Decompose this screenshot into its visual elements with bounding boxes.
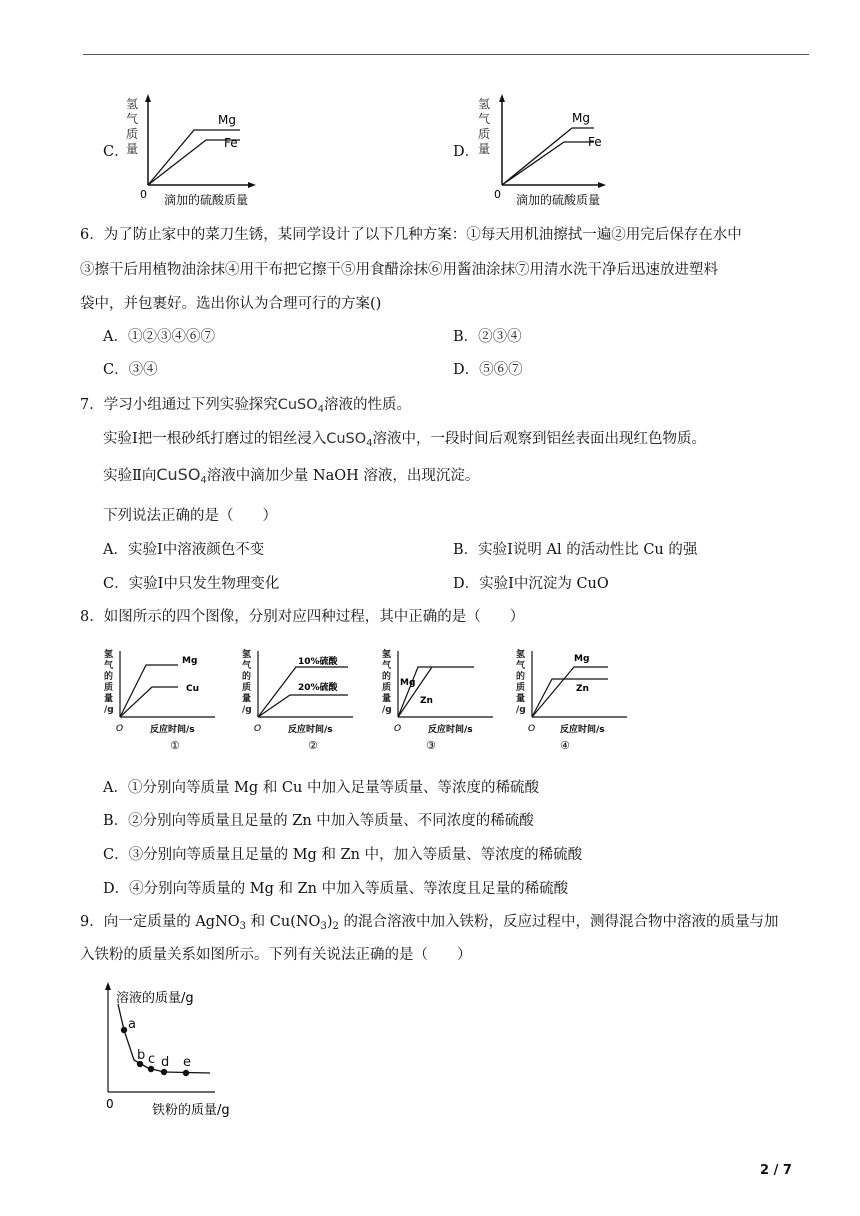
point-label: d	[161, 1055, 170, 1070]
q8-stem: 8．如图所示的四个图像，分别对应四种过程，其中正确的是（ ）	[80, 609, 525, 625]
origin-label: O	[528, 724, 536, 734]
q8-graph-2	[238, 645, 358, 765]
series-label: Cu	[186, 684, 200, 694]
x-label: 反应时间/s	[560, 725, 605, 735]
graph-number: ①	[170, 739, 180, 752]
graph-number: ④	[560, 739, 570, 752]
x-label: 滴加的硫酸质量	[164, 193, 249, 207]
x-label: 滴加的硫酸质量	[516, 193, 601, 207]
y-label-char: 氢	[242, 650, 252, 660]
series-label: Mg	[400, 678, 416, 688]
y-label-char: 量	[516, 694, 526, 704]
y-label-char: 质	[126, 127, 139, 141]
q8-option-c[interactable]: C．③分别向等质量且足量的 Mg 和 Zn 中，加入等质量、等浓度的稀硫酸	[103, 847, 583, 863]
point-label: e	[183, 1055, 191, 1070]
q8-graph-4	[512, 645, 632, 765]
series-label: Mg	[574, 654, 590, 664]
q5-option-d-label[interactable]: D．	[453, 144, 480, 160]
origin-label: 0	[140, 188, 147, 201]
y-label-char: 气	[126, 112, 139, 126]
y-label-char: 质	[382, 683, 392, 693]
q7-exp2: 实验Ⅱ向CuSO4溶液中滴加少量 NaOH 溶液，出现沉淀。	[103, 465, 480, 486]
q9-stem-line1: 9．向一定质量的 AgNO$_3$ 和 $Cu(NO_3)_2$ 的混合溶液中加入铁粉，反应过程中，测得混合物中溶液的质量与加	[80, 914, 779, 932]
q7-ask: 下列说法正确的是（ ）	[103, 508, 277, 524]
y-label-char: 气	[104, 661, 114, 671]
q7-formula: CuSO$_4$	[326, 431, 373, 449]
series-line	[120, 687, 178, 717]
q8-graph-1	[100, 645, 220, 765]
origin-label: O	[254, 724, 262, 734]
fe-label: Fe	[224, 136, 238, 150]
q6-stem-line3: 袋中，并包裹好。选出你认为合理可行的方案()	[80, 296, 382, 312]
q7-formula: CuSO$_4$	[277, 397, 325, 415]
graph-number: ②	[308, 739, 318, 752]
series-label: Zn	[576, 684, 589, 694]
y-label-char: /g	[104, 705, 114, 715]
x-axis-arrow	[598, 182, 606, 188]
q5-option-c-label[interactable]: C．	[103, 144, 129, 160]
y-label-char: 氢	[382, 650, 392, 660]
mg-line	[502, 128, 594, 185]
q6-option-a[interactable]: A．①②③④⑥⑦	[103, 329, 215, 345]
mg-label: Mg	[218, 113, 236, 127]
y-label-char: 氢	[516, 650, 526, 660]
y-axis-arrow	[145, 94, 151, 102]
y-label-char: /g	[242, 705, 252, 715]
y-label-char: 气	[478, 112, 491, 126]
q7-option-b[interactable]: B．实验Ⅰ说明 Al 的活动性比 Cu 的强	[453, 542, 698, 558]
x-label: 反应时间/s	[288, 725, 333, 735]
y-label-char: 质	[516, 683, 526, 693]
point-label: b	[137, 1048, 146, 1063]
q7-exp1: 实验Ⅰ把一根砂纸打磨过的铝丝浸入CuSO$_4$溶液中，一段时间后观察到铝丝表面出现红色物质。	[103, 431, 707, 449]
y-label-char: 质	[242, 683, 252, 693]
q6-option-d[interactable]: D．⑤⑥⑦	[453, 362, 523, 378]
y-axis-arrow	[499, 94, 505, 102]
origin-label: 0	[494, 188, 501, 201]
q9-graph	[100, 980, 260, 1120]
q7-option-d[interactable]: D．实验Ⅰ中沉淀为 CuO	[453, 576, 609, 592]
point-label: a	[128, 1017, 136, 1032]
y-label-char: 氢	[126, 97, 139, 111]
q7-option-c[interactable]: C．实验Ⅰ中只发生物理变化	[103, 576, 280, 592]
series-line	[398, 667, 474, 717]
y-label-char: 的	[516, 672, 526, 682]
y-label-char: 的	[382, 672, 392, 682]
q5-graph-c	[120, 90, 260, 212]
series-label: Mg	[182, 656, 198, 666]
y-label-char: 质	[104, 683, 114, 693]
q8-option-b[interactable]: B．②分别向等质量且足量的 Zn 中加入等质量、不同浓度的稀硫酸	[103, 813, 534, 829]
y-label-char: 质	[478, 127, 491, 141]
q5-graph-d	[470, 90, 610, 212]
series-label: 10%硫酸	[298, 657, 338, 667]
x-label: 反应时间/s	[428, 725, 473, 735]
q7-stem-pre: 7．学习小组通过下列实验探究	[80, 397, 278, 413]
graph-number: ③	[426, 739, 436, 752]
y-label-char: 气	[516, 661, 526, 671]
x-axis-arrow	[248, 182, 256, 188]
y-label-char: 气	[382, 661, 392, 671]
y-label-char: 气	[242, 661, 252, 671]
series-label: 20%硫酸	[298, 683, 338, 693]
series-label: Zn	[420, 696, 433, 706]
y-label-char: 的	[242, 672, 252, 682]
series-line	[532, 667, 608, 717]
series-line	[532, 679, 608, 717]
q8-option-d[interactable]: D．④分别向等质量的 Mg 和 Zn 中加入等质量、等浓度且足量的稀硫酸	[103, 881, 569, 897]
origin-label: O	[116, 724, 124, 734]
y-axis-arrow	[105, 982, 111, 990]
origin-label: O	[394, 724, 402, 734]
point-label: c	[148, 1052, 156, 1067]
q6-stem-line2: ③擦干后用植物油涂抹④用干布把它擦干⑤用食醋涂抹⑥用酱油涂抹⑦用清水洗干净后迅速放进塑料	[80, 262, 718, 278]
fe-label: Fe	[588, 135, 602, 149]
point-a	[121, 1027, 127, 1033]
fe-line	[502, 142, 594, 185]
q6-stem-line1: 6．为了防止家中的菜刀生锈，某同学设计了以下几种方案：①每天用机油擦拭一遍②用完后保存在水中	[80, 227, 742, 243]
q7-stem-post: 溶液的性质。	[324, 397, 412, 413]
page-number: 2 / 7	[760, 1163, 792, 1178]
q7-stem	[80, 395, 820, 417]
q9-stem-line2: 入铁粉的质量关系如图所示。下列有关说法正确的是（ ）	[80, 947, 472, 963]
y-label-char: 量	[382, 694, 392, 704]
y-label-char: 氢	[104, 650, 114, 660]
q6-option-c[interactable]: C．③④	[103, 362, 158, 378]
x-label: 反应时间/s	[150, 725, 195, 735]
x-label: 铁粉的质量/g	[152, 1103, 230, 1118]
header-rule	[83, 54, 809, 55]
y-label-char: 量	[104, 694, 114, 704]
y-label-char: 氢	[478, 97, 491, 111]
q8-option-a[interactable]: A．①分别向等质量 Mg 和 Cu 中加入足量等质量、等浓度的稀硫酸	[103, 780, 539, 796]
y-label-char: /g	[382, 705, 392, 715]
y-label-char: /g	[516, 705, 526, 715]
y-label-char: 量	[478, 142, 491, 156]
y-label: 溶液的质量/g	[116, 991, 194, 1006]
mg-label: Mg	[572, 111, 590, 125]
origin-label: 0	[106, 1097, 114, 1111]
y-label-char: 量	[242, 694, 252, 704]
point-e	[183, 1070, 189, 1076]
q6-option-b[interactable]: B．②③④	[453, 329, 522, 345]
q7-formula: CuSO4	[156, 465, 207, 486]
y-label-char: 的	[104, 672, 114, 682]
q7-option-a[interactable]: A．实验Ⅰ中溶液颜色不变	[103, 542, 265, 558]
q8-graph-3	[378, 645, 498, 765]
y-label-char: 量	[126, 142, 139, 156]
